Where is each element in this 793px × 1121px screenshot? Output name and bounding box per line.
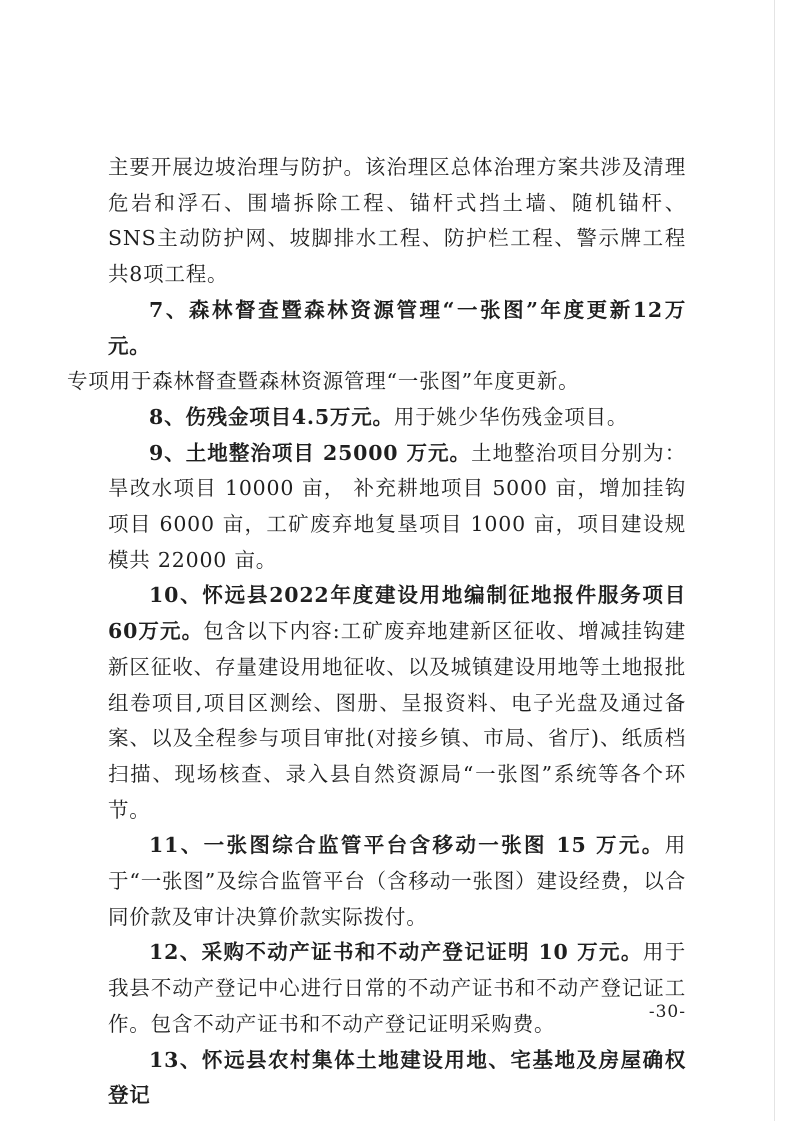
item-heading: 7、森林督查暨森林资源管理“一张图”年度更新12万元。 <box>108 297 686 358</box>
paragraph-item-10 <box>108 578 686 828</box>
item-heading: 11、一张图综合监管平台含移动一张图 15 万元。 <box>149 833 665 858</box>
paragraph-text: 土地整治项目分别为：旱改水项目 10000 亩， 补充耕地项目 5000 亩，增加挂钩项目 6000 亩，工矿废弃地复垦项目 1000 亩，项目建设规模共 22000 亩。 <box>108 440 686 572</box>
page-edge-line <box>774 0 775 1121</box>
paragraph-item-12 <box>108 935 686 1042</box>
paragraph-text: 用于“一张图”及综合监管平台（含移动一张图）建设经费，以合同价款及审计决算价款实际拨付。 <box>108 833 686 929</box>
paragraph-item-7 <box>67 293 686 400</box>
item-heading: 8、伤残金项目4.5万元。 <box>149 404 394 429</box>
item-heading: 13、怀远县农村集体土地建设用地、宅基地及房屋确权登记 <box>108 1047 686 1108</box>
paragraph-text: 用于我县不动产登记中心进行日常的不动产证书和不动产登记证工作。包含不动产证书和不动产登记证明采购费。 <box>108 940 687 1036</box>
paragraph-text: 包含以下内容:工矿废弃地建新区征收、增减挂钩建新区征收、存量建设用地征收、以及城镇建设用地等土地报批组卷项目,项目区测绘、图册、呈报资料、电子光盘及通过备案、以及全程参与项目审批(对接乡镇、市局、省厅)、纸质档扫描、现场核查、录入县自然资源局“一张图”系统等各个环节。 <box>108 619 687 822</box>
paragraph-item-9 <box>108 436 686 579</box>
paragraph-text: 专项用于森林督查暨森林资源管理“一张图”年度更新。 <box>67 369 580 394</box>
paragraph-item-11 <box>108 828 686 935</box>
document-body <box>67 150 687 1114</box>
item-heading: 9、土地整治项目 25000 万元。 <box>149 440 472 465</box>
paragraph-continuation <box>108 150 686 293</box>
paragraph-text: 主要开展边坡治理与防护。该治理区总体治理方案共涉及清理危岩和浮石、围墙拆除工程、锚杆式挡土墙、随机锚杆、SNS主动防护网、坡脚排水工程、防护栏工程、警示牌工程共8项工程。 <box>108 155 686 287</box>
page-number: -30- <box>648 1002 686 1022</box>
item-heading: 12、采购不动产证书和不动产登记证明 10 万元。 <box>149 940 643 965</box>
paragraph-item-13 <box>108 1043 686 1114</box>
paragraph-text: 用于姚少华伤残金项目。 <box>393 404 629 429</box>
item-heading: 10、怀远县2022年度建设用地编制征地报件服务项目60万元。 <box>108 583 686 644</box>
paragraph-item-8 <box>108 400 686 436</box>
